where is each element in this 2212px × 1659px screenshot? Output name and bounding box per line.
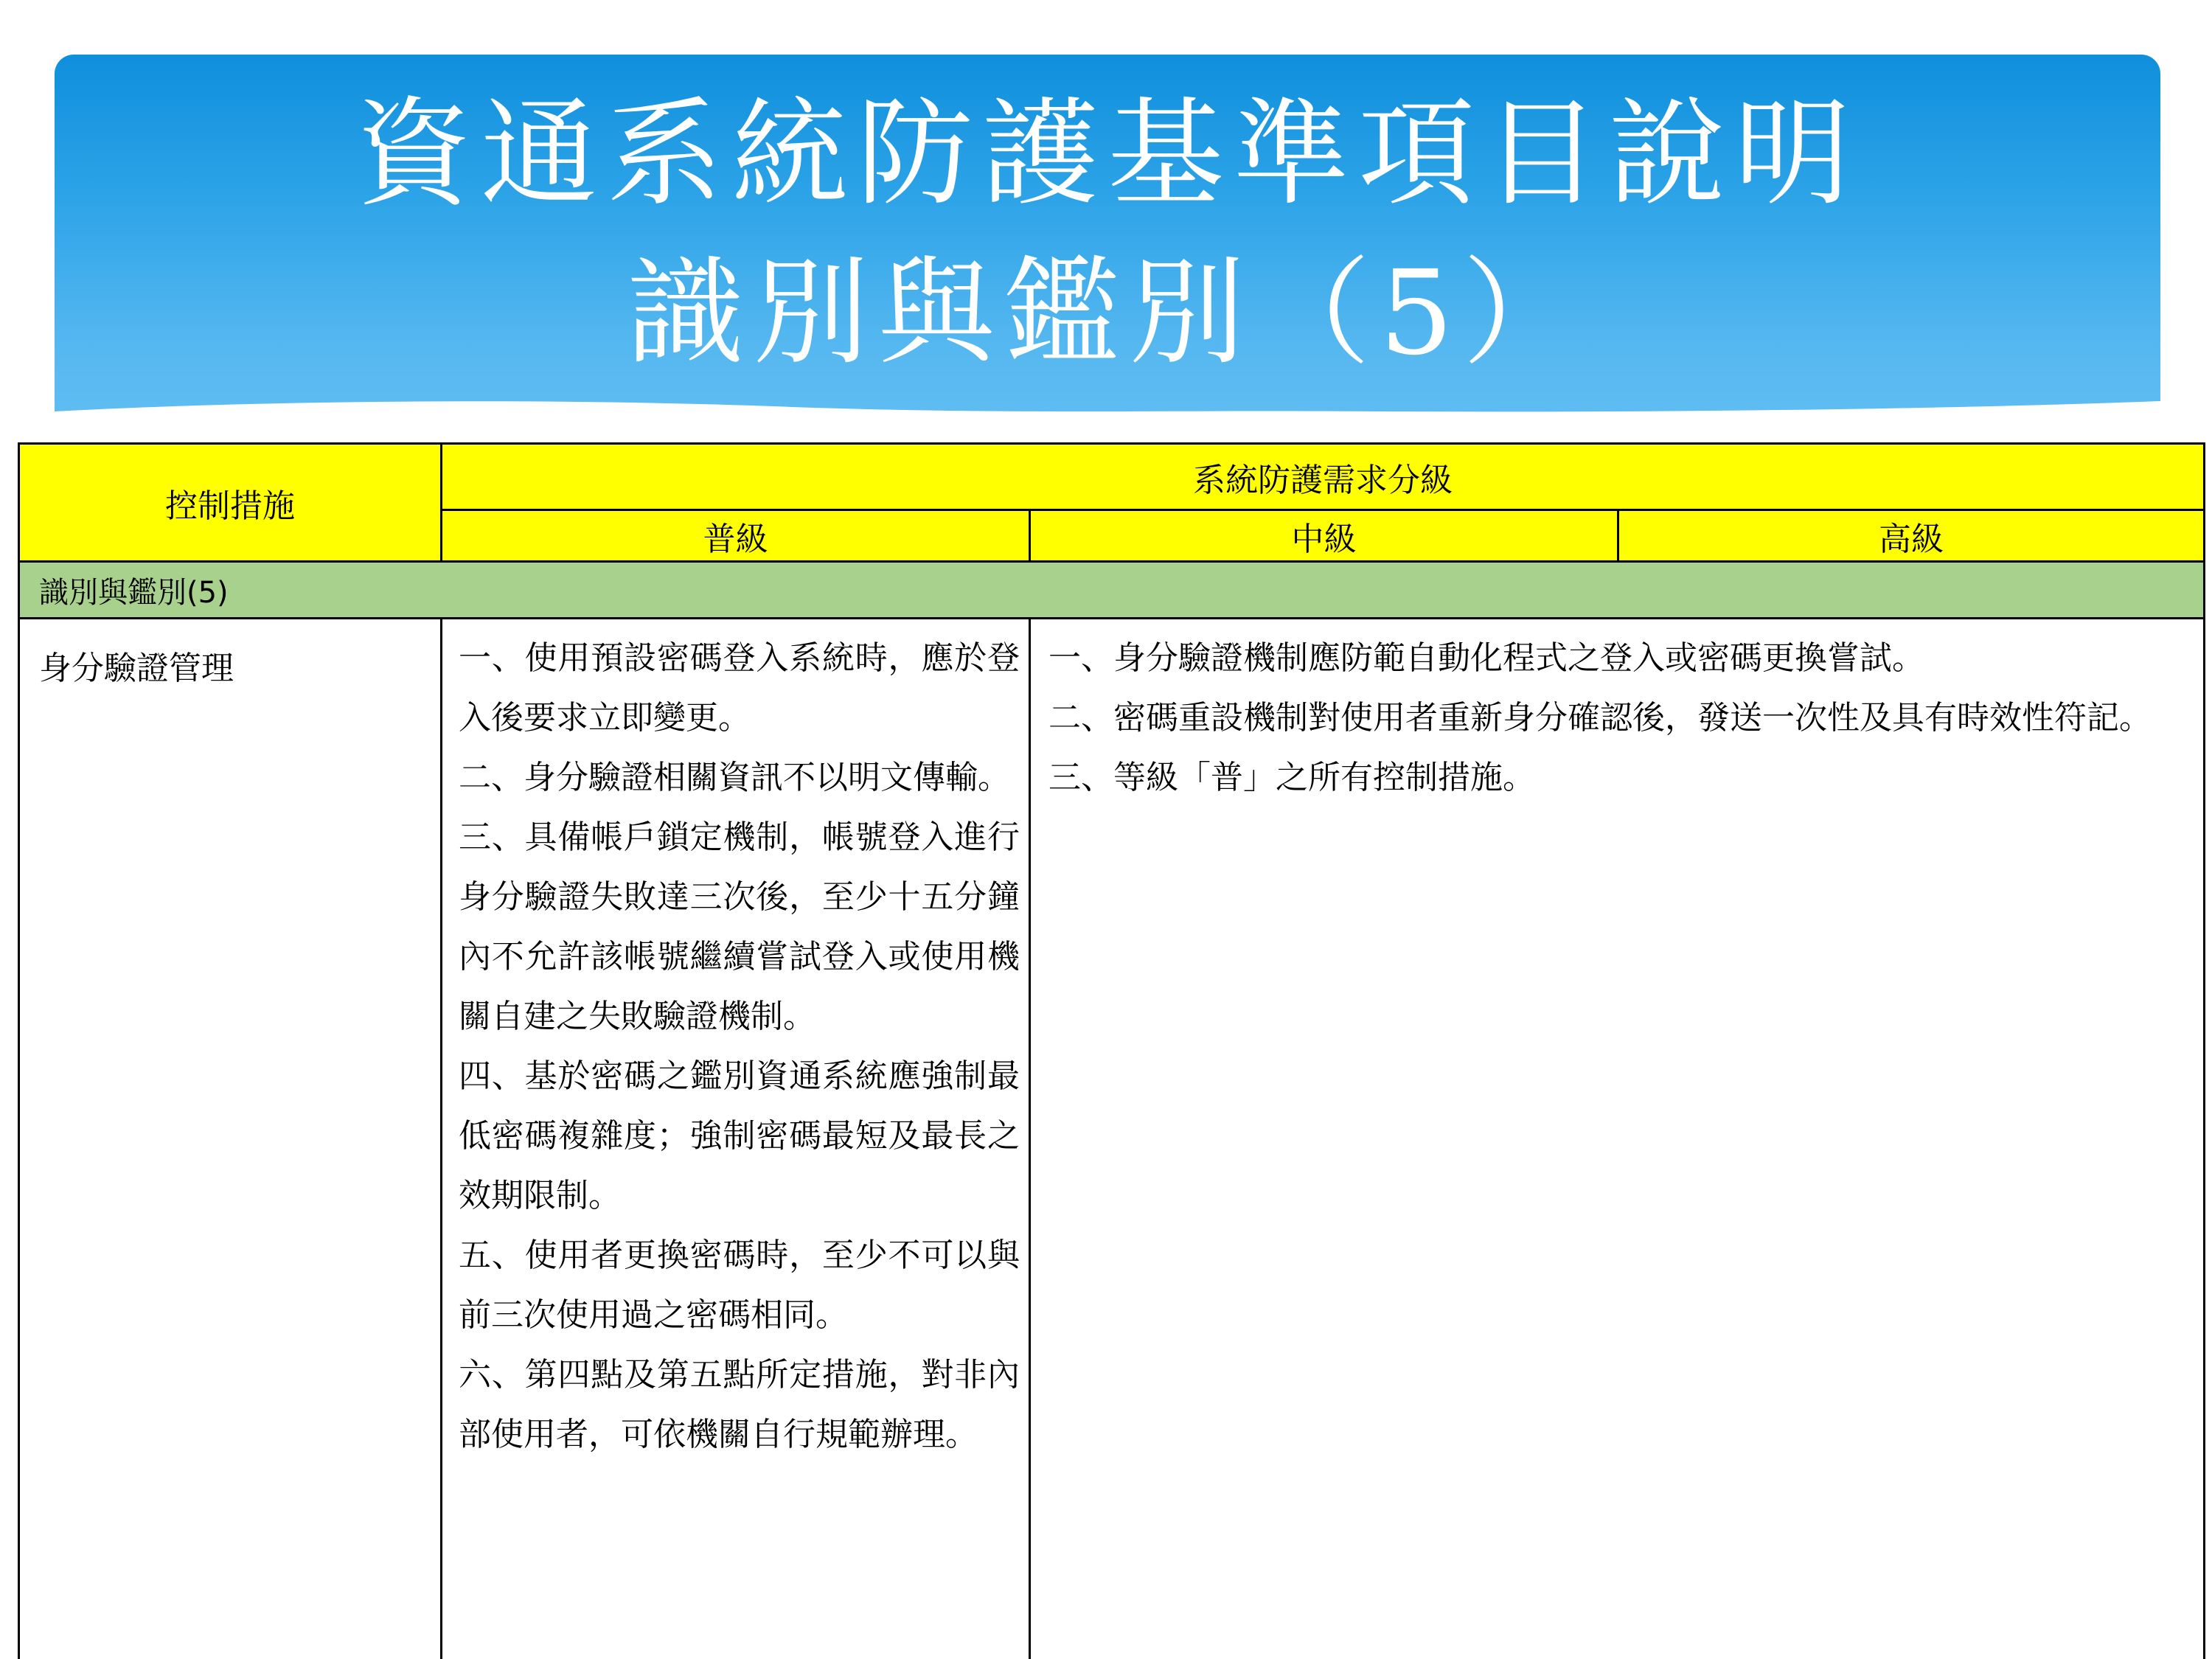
header-level-high: 高級 (1618, 510, 2205, 562)
control-table (18, 442, 2205, 1659)
mid-high-item-3: 三、等級「普」之所有控制措施。 (1048, 759, 1535, 796)
banner-wave-decoration (55, 392, 2160, 422)
basic-item-2: 二、身分驗證相關資訊不以明文傳輸。 (459, 759, 1010, 796)
basic-item-4: 四、基於密碼之鑑別資通系統應強制最低密碼複雜度；強制密碼最短及最長之效期限制。 (459, 1057, 1020, 1214)
slide-title-line2: 識別與鑑別（5） (627, 246, 1588, 381)
basic-item-3: 三、具備帳戶鎖定機制，帳號登入進行身分驗證失敗達三次後，至少十五分鐘內不允許該帳號繼續嘗試登入或使用機關自建之失敗驗證機制。 (459, 818, 1020, 1035)
basic-item-1: 一、使用預設密碼登入系統時，應於登入後要求立即變更。 (459, 639, 1020, 737)
header-control: 控制措施 (19, 444, 442, 562)
control-name-authentication-management: 身分驗證管理 (19, 619, 442, 1659)
mid-high-item-1: 一、身分驗證機制應防範自動化程式之登入或密碼更換嘗試。 (1048, 639, 1924, 677)
header-protection-levels: 系統防護需求分級 (442, 444, 2205, 510)
header-level-medium: 中級 (1030, 510, 1618, 562)
slide-title-line1: 資通系統防護基準項目說明 (355, 86, 1860, 222)
title-banner (55, 55, 2160, 422)
basic-level-requirements (442, 619, 1030, 1659)
basic-item-6: 六、第四點及第五點所定措施，對非內部使用者，可依機關自行規範辦理。 (459, 1356, 1020, 1453)
basic-item-5: 五、使用者更換密碼時，至少不可以與前三次使用過之密碼相同。 (459, 1237, 1020, 1334)
section-identification-authentication: 識別與鑑別(5) (19, 562, 2205, 619)
mid-high-item-2: 二、密碼重設機制對使用者重新身分確認後，發送一次性及具有時效性符記。 (1048, 699, 2152, 737)
medium-high-level-requirements (1030, 619, 2205, 1659)
header-level-basic: 普級 (442, 510, 1030, 562)
